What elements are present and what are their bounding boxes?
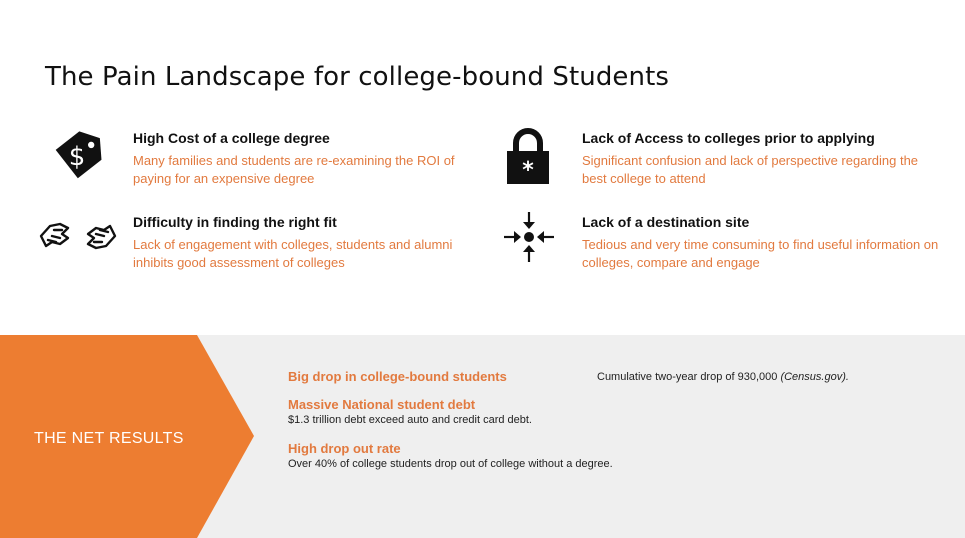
- pain-heading: Lack of Access to colleges prior to applying: [582, 130, 875, 146]
- result-text: $1.3 trillion debt exceed auto and credit card debt.: [288, 414, 532, 426]
- result-source-note: (Census.gov).: [780, 371, 849, 383]
- converge-arrows-icon: [502, 210, 556, 268]
- pain-point-fit: [133, 214, 493, 272]
- pain-heading: Lack of a destination site: [582, 214, 750, 230]
- results-label: THE NET RESULTS: [34, 430, 184, 447]
- pain-heading: Difficulty in finding the right fit: [133, 214, 337, 230]
- result-text: Over 40% of college students drop out of college without a degree.: [288, 458, 613, 470]
- pain-heading: High Cost of a college degree: [133, 130, 330, 146]
- svg-text:*: *: [522, 158, 534, 183]
- pain-point-access: [582, 130, 942, 188]
- result-heading: Massive National student debt: [288, 397, 476, 412]
- pain-description: Tedious and very time consuming to find useful information on colleges, compare and engage: [582, 237, 939, 270]
- result-heading: High drop out rate: [288, 441, 401, 456]
- pain-description: Many families and students are re-examining the ROI of paying for an expensive degree: [133, 153, 455, 186]
- pain-description: Lack of engagement with colleges, students and alumni inhibits good assessment of colleges: [133, 237, 453, 270]
- pain-description: Significant confusion and lack of perspective regarding the best college to attend: [582, 153, 919, 186]
- result-heading: Big drop in college-bound students: [288, 369, 507, 384]
- slide-title: The Pain Landscape for college-bound Students: [45, 62, 670, 93]
- handshake-icon: [38, 216, 118, 260]
- price-tag-dollar-icon: [44, 124, 110, 192]
- pain-point-destination: [582, 214, 942, 272]
- pain-point-cost: [133, 130, 493, 188]
- padlock-icon: [505, 127, 551, 189]
- result-text-main: Cumulative two-year drop of 930,000: [597, 371, 778, 383]
- svg-text:$: $: [68, 142, 86, 172]
- result-text: [597, 371, 849, 383]
